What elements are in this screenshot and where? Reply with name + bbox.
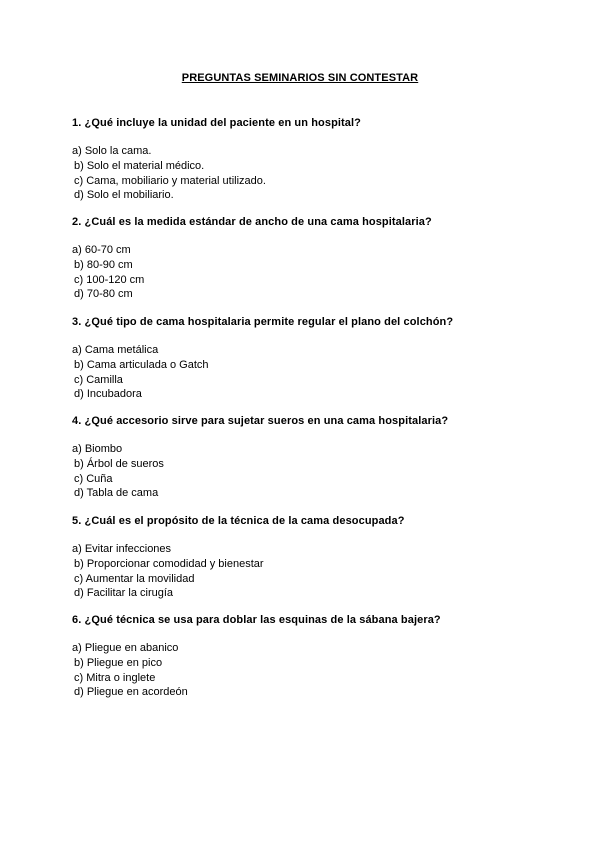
option-a: a) Evitar infecciones: [72, 543, 172, 555]
option-d: d) Facilitar la cirugía: [74, 587, 174, 600]
option-d: d) Solo el mobiliario.: [74, 189, 174, 202]
option-d: d) 70-80 cm: [74, 288, 133, 301]
option-a: a) Cama metálica: [72, 344, 159, 356]
option-b: b) 80-90 cm: [74, 258, 133, 271]
question-2: [72, 215, 552, 302]
option-d: d) Incubadora: [74, 388, 142, 401]
question-text: 5. ¿Cuál es el propósito de la técnica de la cama desocupada?: [72, 515, 405, 527]
option-d: d) Tabla de cama: [74, 487, 159, 500]
question-text: 6. ¿Qué técnica se usa para doblar las esquinas de la sábana bajera?: [72, 614, 441, 626]
option-a: a) 60-70 cm: [72, 244, 131, 256]
option-b: b) Solo el material médico.: [74, 159, 205, 172]
option-c: c) Aumentar la movilidad: [74, 572, 195, 585]
question-1: [72, 116, 552, 203]
option-c: c) Cuña: [74, 472, 113, 485]
question-3: [72, 315, 552, 402]
question-6: [72, 613, 552, 700]
question-text: 1. ¿Qué incluye la unidad del paciente en un hospital?: [72, 117, 362, 129]
option-b: b) Pliegue en pico: [74, 656, 163, 669]
question-text: 4. ¿Qué accesorio sirve para sujetar sueros en una cama hospitalaria?: [72, 415, 449, 427]
question-text: 3. ¿Qué tipo de cama hospitalaria permite regular el plano del colchón?: [72, 316, 454, 328]
option-b: b) Proporcionar comodidad y bienestar: [74, 557, 264, 570]
option-c: c) 100-120 cm: [74, 273, 145, 286]
question-5: [72, 514, 552, 601]
option-a: a) Solo la cama.: [72, 145, 152, 157]
option-c: c) Camilla: [74, 373, 123, 386]
question-4: [72, 414, 552, 501]
option-a: a) Biombo: [72, 443, 123, 455]
option-c: c) Mitra o inglete: [74, 671, 156, 684]
document-title: PREGUNTAS SEMINARIOS SIN CONTESTAR: [181, 72, 419, 84]
option-b: b) Cama articulada o Gatch: [74, 358, 209, 371]
option-a: a) Pliegue en abanico: [72, 642, 179, 654]
question-text: 2. ¿Cuál es la medida estándar de ancho de una cama hospitalaria?: [72, 216, 432, 228]
option-c: c) Cama, mobiliario y material utilizado.: [74, 174, 266, 187]
option-b: b) Árbol de sueros: [74, 457, 164, 470]
option-d: d) Pliegue en acordeón: [74, 686, 188, 699]
